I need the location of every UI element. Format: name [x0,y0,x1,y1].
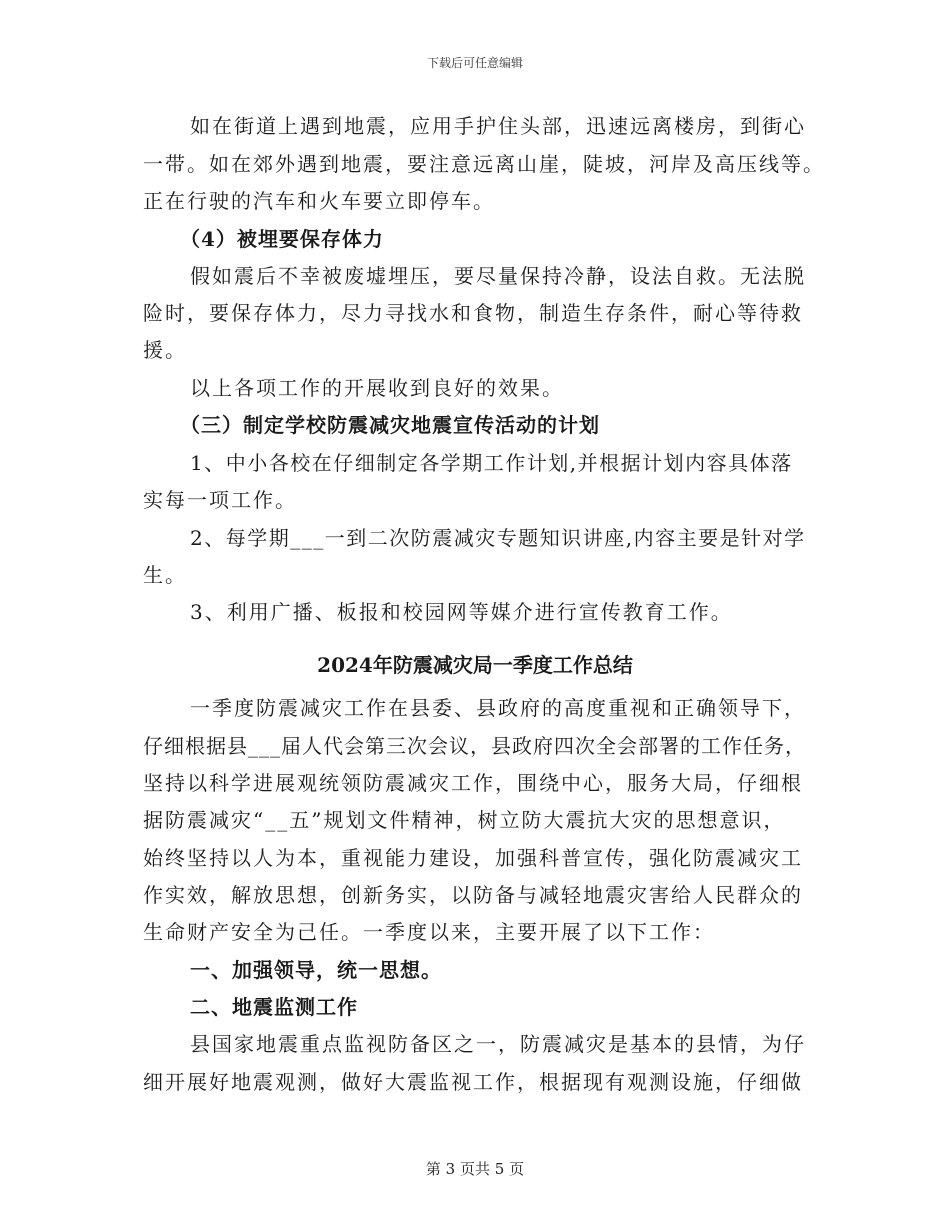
paragraph-line: 据防震减灾“__五”规划文件精神，树立防大震抗大灾的思想意识， [143,808,786,832]
paragraph-line: 援。 [143,338,187,362]
paragraph-line: 始终坚持以人为本，重视能力建设，加强科普宣传，强化防震减灾工 [143,846,803,870]
paragraph-line: 生命财产安全为己任。一季度以来，主要开展了以下工作： [143,920,715,944]
page-footer: 第 3 页共 5 页 [425,1160,525,1178]
paragraph-line: 一带。如在郊外遇到地震，要注意远离山崖，陡坡，河岸及高压线等。 [143,152,825,176]
page-header: 下载后可任意编辑 [426,56,523,70]
document-title: 2024年防震减灾局一季度工作总结 [317,653,633,677]
paragraph-line: 县国家地震重点监视防备区之一，防震减灾是基本的县情，为仔 [190,1032,806,1056]
list-item: 生。 [143,563,187,587]
subheading: 二、地震监测工作 [190,995,358,1019]
list-item: 2、每学期___一到二次防震减灾专题知识讲座,内容主要是针对学 [190,526,806,550]
subheading: （4）被埋要保存体力 [180,227,384,251]
paragraph-line: 一季度防震减灾工作在县委、县政府的高度重视和正确领导下， [190,696,806,720]
list-item: 3、利用广播、板报和校园网等媒介进行宣传教育工作。 [190,600,733,624]
paragraph-line: 假如震后不幸被废墟埋压，要尽量保持冷静，设法自救。无法脱 [190,264,806,288]
paragraph-line: 正在行驶的汽车和火车要立即停车。 [143,189,495,213]
paragraph-line: 以上各项工作的开展收到良好的效果。 [190,376,564,400]
paragraph-line: 细开展好地震观测，做好大震监视工作，根据现有观测设施，仔细做 [143,1070,803,1094]
list-item: 1、中小各校在仔细制定各学期工作计划,并根据计划内容具体落 [190,451,793,475]
paragraph-line: 仔细根据县___届人代会第三次会议，县政府四次全会部署的工作任务， [143,734,806,758]
list-item: 实每一项工作。 [143,488,297,512]
section-heading: （三）制定学校防震减灾地震宣传活动的计划 [180,413,600,437]
paragraph-line: 坚持以科学进展观统领防震减灾工作，围绕中心，服务大局，仔细根 [143,771,803,795]
paragraph-line: 如在街道上遇到地震，应用手护住头部，迅速远离楼房，到街心 [190,114,806,138]
subheading: 一、加强领导，统一思想。 [190,958,442,982]
paragraph-line: 作实效，解放思想，创新务实，以防备与减轻地震灾害给人民群众的 [143,883,803,907]
paragraph-line: 险时，要保存体力，尽力寻找水和食物，制造生存条件，耐心等待救 [143,301,803,325]
